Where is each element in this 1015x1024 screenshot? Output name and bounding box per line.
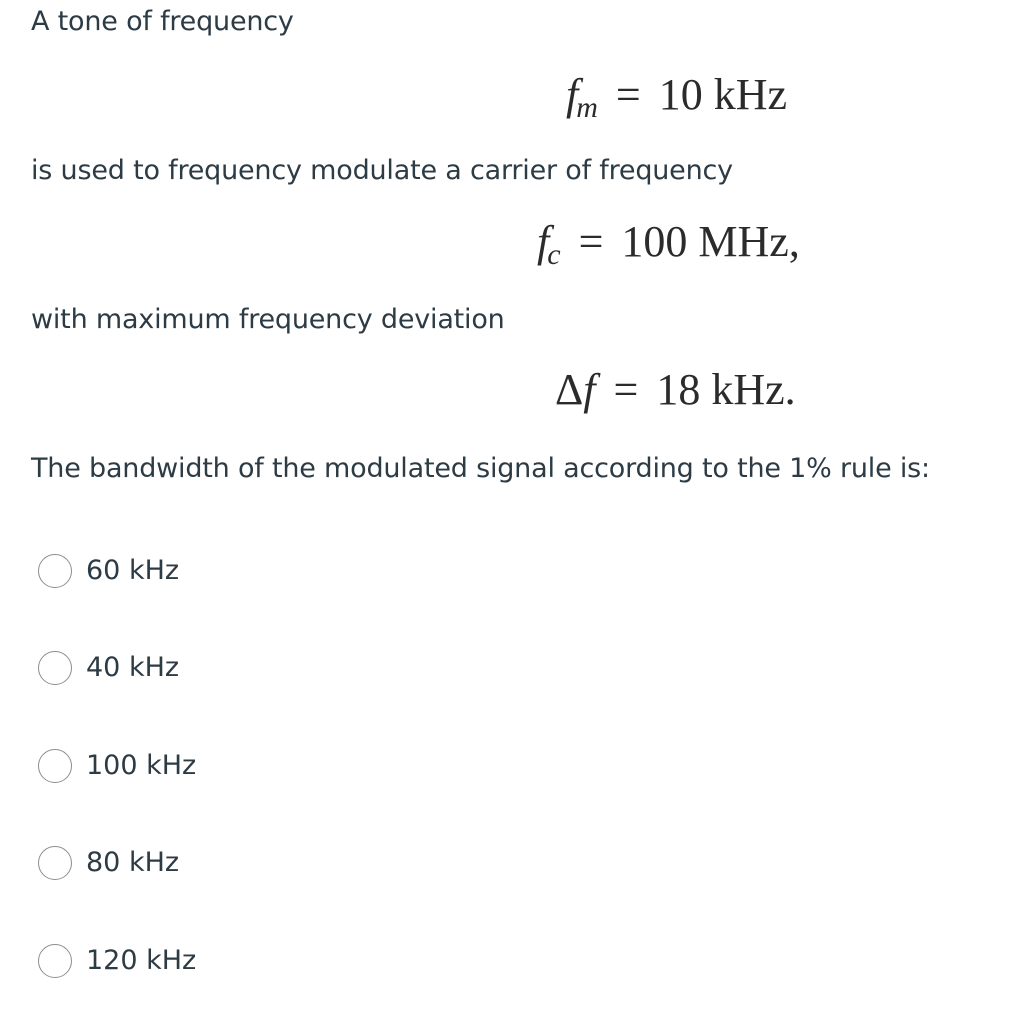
option-label[interactable]: 60 kHz bbox=[86, 555, 180, 586]
eq-fc-var: f bbox=[537, 217, 550, 266]
eq-fm-sub: m bbox=[576, 91, 598, 124]
radio-button[interactable] bbox=[38, 554, 72, 588]
option-label[interactable]: 100 kHz bbox=[86, 750, 197, 781]
radio-button[interactable] bbox=[38, 944, 72, 978]
answer-option[interactable] bbox=[38, 551, 179, 591]
eq-fm-value: 10 kHz bbox=[658, 70, 788, 119]
eq-fm-equals: = bbox=[615, 70, 641, 119]
answer-option[interactable] bbox=[38, 843, 179, 883]
radio-button[interactable] bbox=[38, 651, 72, 685]
option-label[interactable]: 120 kHz bbox=[86, 945, 197, 976]
eq-fc-equals: = bbox=[578, 217, 604, 266]
option-label[interactable]: 80 kHz bbox=[86, 847, 180, 878]
eq-df-delta: Δ bbox=[555, 365, 584, 414]
eq-df-value: 18 kHz. bbox=[656, 365, 796, 414]
answer-option[interactable] bbox=[38, 746, 196, 786]
question-prompt: The bandwidth of the modulated signal according to the 1% rule is: bbox=[31, 453, 930, 484]
equation-fm bbox=[566, 70, 787, 125]
eq-fc-sub: c bbox=[547, 238, 561, 271]
radio-button[interactable] bbox=[38, 749, 72, 783]
question-intro: A tone of frequency bbox=[31, 6, 294, 37]
question-deviation-text: with maximum frequency deviation bbox=[31, 304, 505, 335]
eq-fm-var: f bbox=[566, 70, 579, 119]
radio-button[interactable] bbox=[38, 846, 72, 880]
eq-fc-value: 100 MHz, bbox=[621, 217, 800, 266]
answer-option[interactable] bbox=[38, 648, 179, 688]
equation-fc bbox=[537, 217, 800, 272]
eq-df-var: f bbox=[583, 365, 596, 414]
option-label[interactable]: 40 kHz bbox=[86, 652, 180, 683]
eq-df-equals: = bbox=[613, 365, 639, 414]
answer-option[interactable] bbox=[38, 941, 196, 981]
question-carrier-text: is used to frequency modulate a carrier of frequency bbox=[31, 155, 733, 186]
equation-delta-f bbox=[555, 365, 796, 415]
